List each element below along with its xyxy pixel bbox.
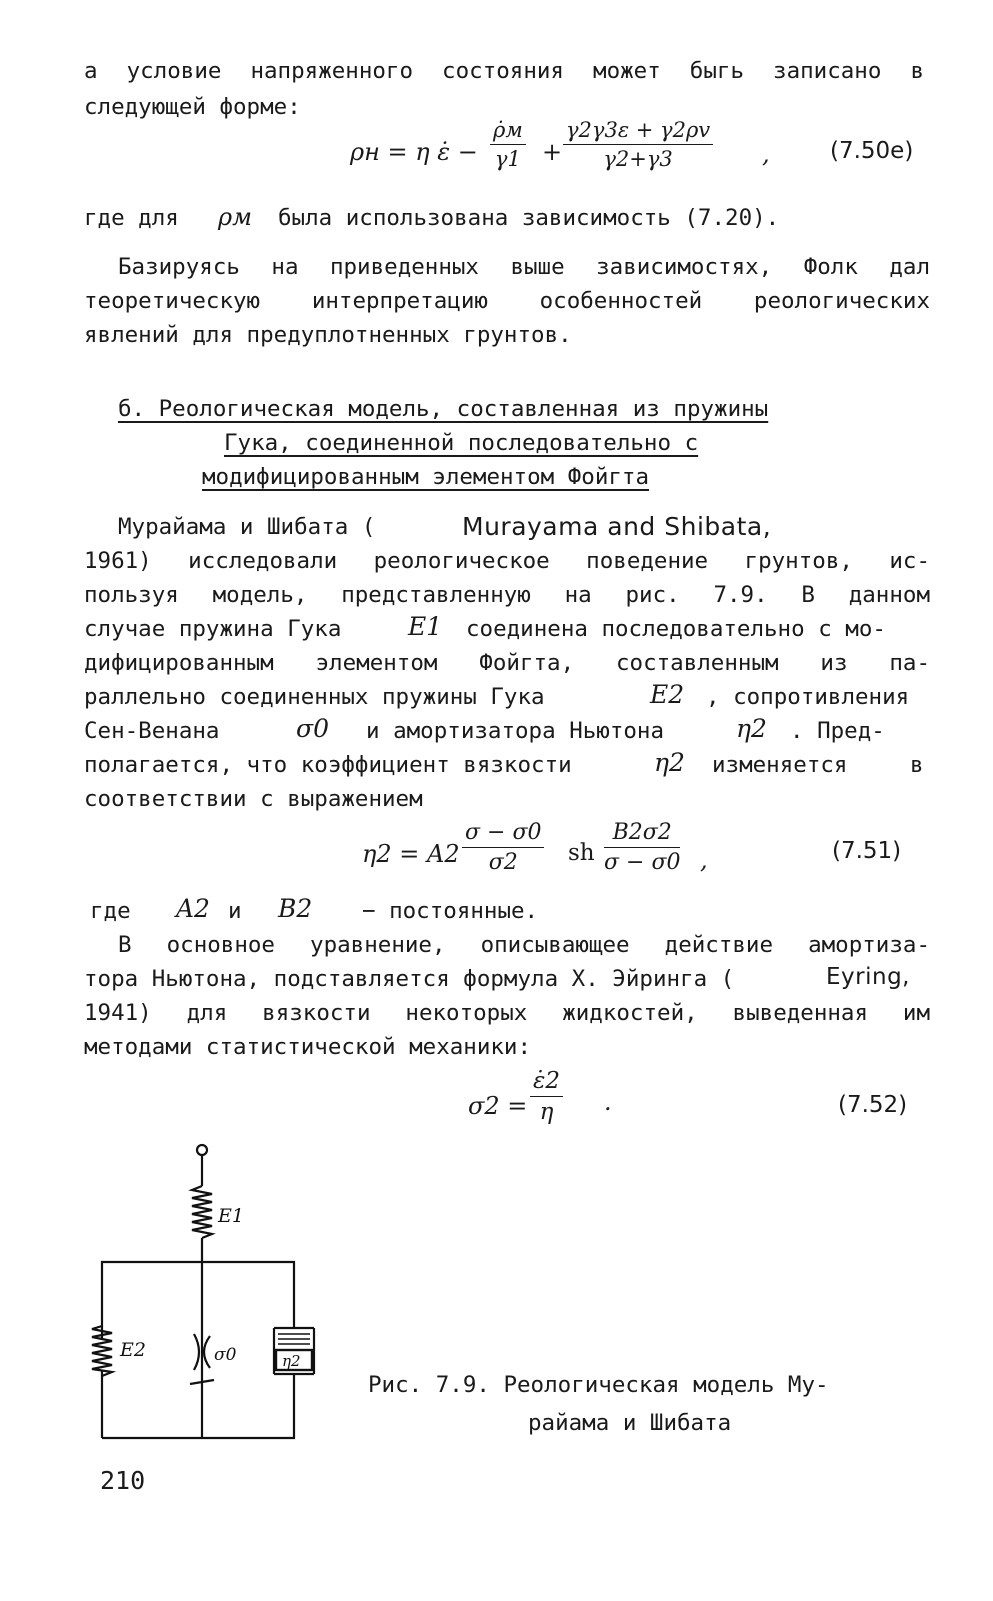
murayama-l7-c: . Пред-: [790, 718, 885, 744]
murayama-l6-b: , сопротивления: [706, 684, 910, 710]
eq751-comma: ,: [700, 846, 708, 874]
folk-line-2: теоретическую интерпретацию особенностей реологических: [84, 288, 930, 314]
murayama-l7-symbol2: η2: [736, 714, 767, 743]
eyring-l2-en: Eyring,: [826, 964, 910, 990]
murayama-line-2: 1961) исследовали реологическое поведение грунтов, ис-: [84, 548, 930, 574]
where1-pre: где для: [84, 205, 179, 231]
where2-pre: где: [90, 898, 131, 924]
murayama-l8-symbol: η2: [654, 748, 685, 777]
murayama-l7-b: и амортизатора Ньютона: [366, 718, 665, 744]
murayama-l4-symbol: E1: [408, 612, 443, 641]
figure-caption-line-1: Рис. 7.9. Реологическая модель Му-: [368, 1372, 829, 1398]
label-sigma0: σ0: [214, 1345, 237, 1365]
eq752-lhs: σ2 =: [468, 1092, 528, 1120]
eq751-sh: sh: [568, 840, 595, 866]
murayama-l8-c: в: [910, 752, 924, 778]
eq750e-frac2-num: γ2γ3ε + γ2ρv: [563, 118, 713, 145]
where2-post: − постоянные.: [362, 898, 539, 924]
eq751-frac1-num: σ − σ0: [462, 820, 544, 848]
folk-line-1: Базируясь на приведенных выше зависимостях, Фолк дал: [118, 254, 930, 280]
murayama-l7-symbol: σ0: [296, 714, 329, 743]
murayama-l1-ru: Мурайама и Шибата (: [118, 514, 376, 540]
eq751-frac1: [462, 820, 544, 875]
eq750e-lhs: ρн = η ε̇ −: [350, 138, 478, 166]
intro-line-2: следующей форме:: [84, 94, 301, 120]
label-eta2: η2: [282, 1352, 301, 1370]
where2-symbol-a2: A2: [176, 894, 210, 923]
eq752-den: η: [539, 1099, 554, 1125]
where1-post: была использована зависимость (7.20).: [278, 205, 780, 231]
eq750e-frac2-den: γ2+γ3: [603, 147, 673, 171]
murayama-l4-a: случае пружина Гука: [84, 616, 342, 642]
eyring-l2-ru: тора Ньютона, подставляется формула Х. Эйринга (: [84, 966, 735, 992]
eyring-line-3: 1941) для вязкости некоторых жидкостей, выведенная им: [84, 1000, 930, 1026]
eq751-frac2-den: σ − σ0: [604, 850, 681, 875]
where1-symbol: ρм: [218, 203, 253, 231]
eq751-lhs: η2 = A2: [362, 840, 460, 868]
eq752-dot: .: [604, 1088, 612, 1116]
page-number: 210: [100, 1466, 146, 1495]
intro-line-1: а условие напряженного состояния может быгь записано в: [84, 58, 924, 84]
murayama-l1-en: Murayama and Shibata,: [462, 512, 772, 541]
rheological-model-diagram: [90, 1138, 350, 1458]
eq750e-plus: +: [542, 138, 563, 166]
where2-symbol-b2: B2: [278, 894, 313, 923]
section-title-line-2: Гука, соединенной последовательно с: [224, 430, 699, 456]
eq752-number: (7.52): [838, 1092, 908, 1118]
section-title-line-1: б. Реологическая модель, составленная из пружины: [118, 396, 769, 422]
label-e1: E1: [218, 1205, 244, 1227]
eq750e-frac1-num: ρ̇м: [490, 118, 526, 145]
murayama-line-9: соответствии с выражением: [84, 786, 423, 812]
where2-and: и: [228, 898, 242, 924]
top-terminal: [197, 1145, 207, 1155]
eq750e-number: (7.50е): [830, 138, 914, 164]
eq751-frac1-den: σ2: [488, 850, 518, 875]
eq750e-frac1-den: γ1: [494, 147, 521, 171]
figure-caption-line-2: райама и Шибата: [528, 1410, 732, 1436]
eq750e-frac1: [490, 118, 526, 171]
murayama-l8-b: изменяется: [712, 752, 848, 778]
eq750e-comma: ,: [762, 140, 770, 168]
spring-e1: [192, 1186, 212, 1238]
murayama-l4-b: соединена последовательно с мо-: [466, 616, 886, 642]
folk-line-3: явлений для предуплотненных грунтов.: [84, 322, 572, 348]
eyring-line-4: методами статистической механики:: [84, 1034, 532, 1060]
eq751-frac2-num: B2σ2: [604, 820, 680, 848]
section-title-line-3: модифицированным элементом Фойгта: [202, 464, 650, 490]
eq751-frac2: [604, 820, 680, 875]
murayama-l8-a: полагается, что коэффициент вязкости: [84, 752, 572, 778]
murayama-l6-symbol: E2: [650, 680, 685, 709]
eyring-line-1: В основное уравнение, описывающее действие амортиза-: [118, 932, 930, 958]
label-e2: E2: [120, 1339, 146, 1361]
murayama-line-5: дифицированным элементом Фойгта, составленным из па-: [84, 650, 930, 676]
frame-top-rail: [102, 1262, 294, 1338]
eq752-num: ε̇2: [530, 1068, 563, 1097]
murayama-l7-a: Сен-Венана: [84, 718, 220, 744]
murayama-l6-a: раллельно соединенных пружины Гука: [84, 684, 545, 710]
eq751-number: (7.51): [832, 838, 902, 864]
murayama-line-3: пользуя модель, представленную на рис. 7.9. В данном: [84, 582, 930, 608]
eq750e-frac2: [563, 118, 713, 171]
eq752-frac: [530, 1068, 563, 1125]
